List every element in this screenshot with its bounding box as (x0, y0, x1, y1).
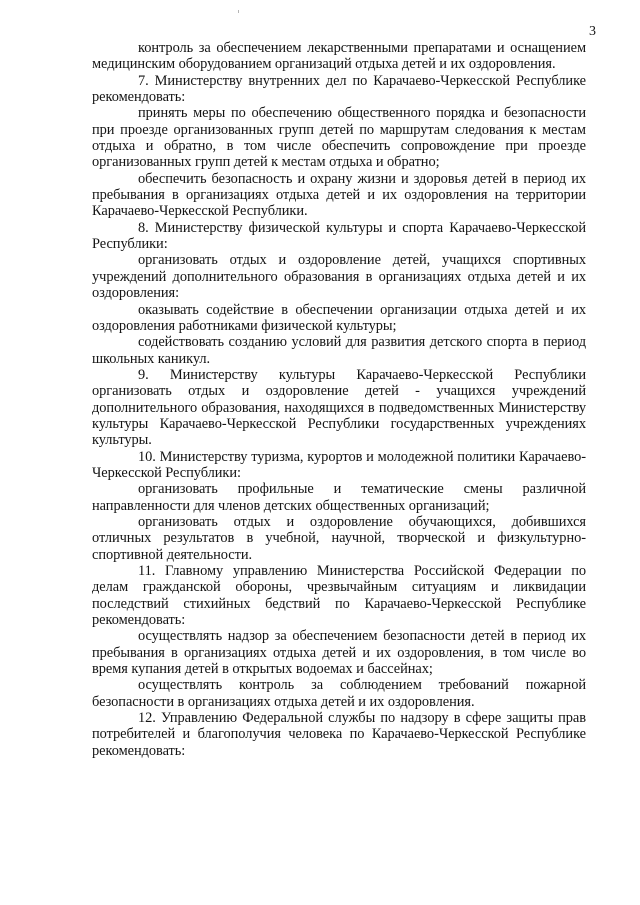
paragraph-10-heading: 10. Министерству туризма, курортов и молодежной политики Карачаево-Черкесской Республики: (92, 448, 586, 481)
scan-mark (238, 10, 239, 13)
document-body (92, 40, 586, 759)
paragraph-7-heading: 7. Министерству внутренних дел по Карачаево-Черкесской Республике рекомендовать: (92, 72, 586, 106)
paragraph-10-item-1: организовать профильные и тематические смены различной направленности для членов детских общественных организаций; (92, 481, 586, 514)
paragraph-11-item-2: осуществлять контроль за соблюдением требований пожарной безопасности в организациях отдыха детей и их оздоровления. (92, 677, 586, 710)
paragraph-9: 9. Министерству культуры Карачаево-Черкесской Республики организовать отдых и оздоровление детей - учащихся учреждений дополнительного образования, находящихся в подведомственных Министерству культуры Карачаево-Черкесской Республики государственных учреждениях культуры. (92, 366, 586, 449)
paragraph-7-item-1: принять меры по обеспечению общественного порядка и безопасности при проезде организованных групп детей по маршрутам следования к местам отдыха и обратно, в том числе обеспечить сопровождение при проезде организованных групп детей к местам отдыха и обратно; (92, 105, 586, 171)
paragraph-8-item-3: содействовать созданию условий для развития детского спорта в период школьных каникул. (92, 334, 586, 367)
paragraph-6-continuation: контроль за обеспечением лекарственными препаратами и оснащением медицинским оборудованием организаций отдыха детей и их оздоровления. (92, 40, 586, 73)
paragraph-8-item-1: организовать отдых и оздоровление детей, учащихся спортивных учреждений дополнительного образования в организациях отдыха детей и их оздоровления: (92, 252, 586, 302)
paragraph-12-heading: 12. Управлению Федеральной службы по надзору в сфере защиты прав потребителей и благополучия человека по Карачаево-Черкесской Республике рекомендовать: (92, 710, 586, 759)
paragraph-11-item-1: осуществлять надзор за обеспечением безопасности детей в период их пребывания в организациях отдыха детей и их оздоровления, в том числе во время купания детей в открытых водоемах и бассейнах; (92, 628, 586, 678)
paragraph-10-item-2: организовать отдых и оздоровление обучающихся, добившихся отличных результатов в учебной, научной, творческой и физкультурно-спортивной деятельности. (92, 513, 586, 563)
paragraph-7-item-2: обеспечить безопасность и охрану жизни и здоровья детей в период их пребывания в организациях отдыха детей и их оздоровления на территории Карачаево-Черкесской Республики. (92, 170, 586, 220)
paragraph-8-item-2: оказывать содействие в обеспечении организации отдыха детей и их оздоровления работниками физической культуры; (92, 301, 586, 334)
paragraph-11-heading: 11. Главному управлению Министерства Российской Федерации по делам гражданской обороны, чрезвычайным ситуациям и ликвидации последствий стихийных бедствий по Карачаево-Черкесской Республике рекомендовать: (92, 563, 586, 629)
paragraph-8-heading: 8. Министерству физической культуры и спорта Карачаево-Черкесской Республики: (92, 219, 586, 253)
page-number: 3 (589, 24, 596, 39)
